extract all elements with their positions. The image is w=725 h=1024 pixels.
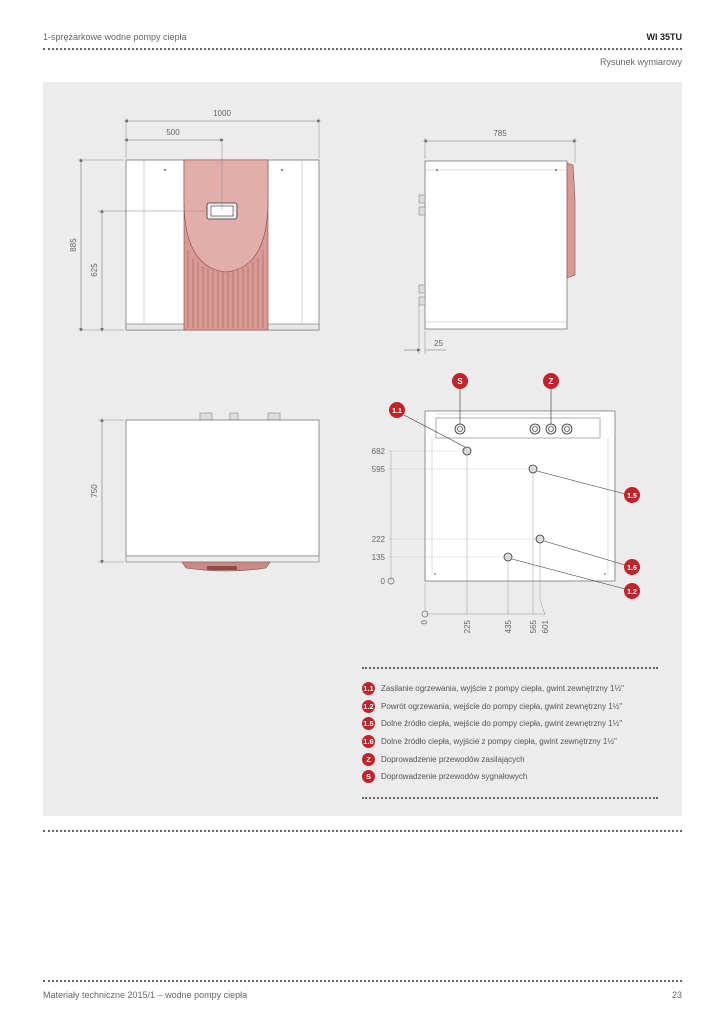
legend-text: Powrót ogrzewania, wejście do pompy ciepła, gwint zewnętrzny 1½": [381, 701, 623, 711]
legend-badge: 1.6: [363, 737, 374, 747]
side-view: [404, 129, 575, 354]
legend: [362, 680, 662, 786]
legend-item: [362, 733, 662, 751]
rear-x-565: 565: [529, 620, 538, 634]
legend-item: [362, 750, 662, 768]
legend-badge: 1.2: [363, 701, 374, 711]
footer-text: Materiały techniczne 2015/1 – wodne pompy ciepła: [43, 990, 248, 1000]
legend-badge: 1.1: [363, 684, 374, 694]
legend-divider-top: [362, 667, 658, 669]
legend-item: [362, 768, 662, 786]
header-title: 1-sprężarkowe wodne pompy ciepła: [43, 32, 187, 42]
legend-text: Doprowadzenie przewodów zasilających: [381, 754, 525, 764]
legend-badge: Z: [362, 753, 375, 766]
header-model: WI 35TU: [646, 32, 682, 42]
rear-y-135: 135: [371, 553, 385, 562]
marker-s: S: [457, 377, 463, 386]
legend-divider-bottom: [362, 797, 658, 799]
legend-item: [362, 698, 662, 716]
marker-1-6: 1.6: [627, 565, 637, 572]
rear-x-435: 435: [504, 620, 513, 634]
rear-x-225: 225: [463, 620, 472, 634]
marker-1-5: 1.5: [627, 493, 637, 500]
rear-y-0: 0: [380, 577, 385, 586]
section-divider: [43, 830, 682, 832]
dim-top-depth: 750: [90, 484, 99, 498]
legend-item: [362, 680, 662, 698]
legend-item: [362, 715, 662, 733]
rear-view: [372, 373, 640, 633]
legend-text: Dolne źródło ciepła, wejście do pompy ciepła, gwint zewnętrzny 1½": [381, 719, 623, 729]
legend-text: Zasilanie ogrzewania, wyjście z pompy ciepła, gwint zewnętrzny 1½": [381, 684, 624, 694]
front-view: [69, 109, 319, 330]
dim-front-width: 1000: [213, 109, 231, 118]
dim-front-half-width: 500: [166, 128, 180, 137]
rear-y-595: 595: [371, 465, 385, 474]
dim-side-depth: 785: [493, 129, 507, 138]
marker-z: Z: [548, 377, 554, 386]
dim-front-height: 885: [69, 238, 78, 252]
rear-y-222: 222: [371, 535, 385, 544]
legend-badge: S: [362, 770, 375, 783]
rear-x-0: 0: [420, 620, 429, 625]
legend-badge: 1.5: [363, 719, 374, 729]
marker-1-2: 1.2: [627, 589, 637, 596]
rear-x-601: 601: [541, 620, 550, 634]
legend-text: Dolne źródło ciepła, wyjście z pompy ciepła, gwint zewnętrzny 1½": [381, 737, 617, 747]
top-view: [90, 413, 319, 571]
legend-text: Doprowadzenie przewodów sygnałowych: [381, 772, 528, 782]
dim-display-height: 625: [90, 263, 99, 277]
section-subtitle: Rysunek wymiarowy: [599, 57, 682, 67]
marker-1-1: 1.1: [392, 408, 402, 415]
page-number: 23: [671, 990, 682, 1000]
footer-divider: [43, 980, 682, 982]
dim-side-foot: 25: [434, 339, 443, 348]
rear-y-682: 682: [371, 447, 385, 456]
